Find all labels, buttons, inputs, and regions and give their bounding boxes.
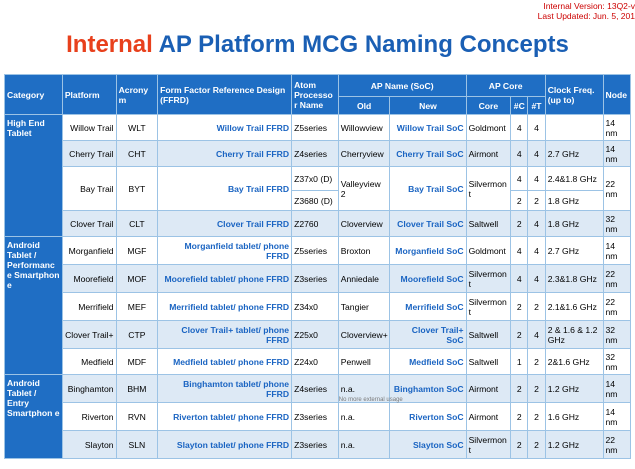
core-cell: Silvermon t [466,293,511,321]
header-acronym: Acrony m [116,75,158,115]
platform-cell: Medfield [62,349,116,375]
old-name-cell: Valleyview 2 [338,167,390,211]
node-cell: 32 nm [603,349,631,375]
cores-count-cell: 2 [511,375,528,403]
table-row [5,167,631,191]
clock-cell: 2.3&1.8 GHz [545,265,603,293]
node-cell: 14 nm [603,141,631,167]
old-name-cell: Cherryview [338,141,390,167]
node-cell: 14 nm [603,115,631,141]
ffrd-cell: Bay Trail FFRD [158,167,292,211]
cores-count-cell: 4 [511,167,528,191]
core-cell: Airmont [466,403,511,431]
node-cell: 22 nm [603,167,631,211]
cores-count-cell: 1 [511,349,528,375]
threads-count-cell: 4 [528,141,545,167]
cores-count-cell: 2 [511,211,528,237]
category-android-performance: Android Tablet / Performanc e Smartphon e [5,237,63,375]
old-name-cell: n.a. [338,403,390,431]
table-row [5,431,631,459]
clock-cell: 1.2 GHz [545,375,603,403]
ffrd-cell: Clover Trail+ tablet/ phone FFRD [158,321,292,349]
table-row [5,375,631,403]
ffrd-cell: Binghamton tablet/ phone FFRD [158,375,292,403]
clock-cell: 2.1&1.6 GHz [545,293,603,321]
atom-cell: Z3series [292,431,339,459]
clock-cell: 2.4&1.8 GHz [545,167,603,191]
atom-cell: Z2760 [292,211,339,237]
external-usage-note: No more external usage [338,396,403,403]
core-cell: Airmont [466,375,511,403]
core-cell: Airmont [466,141,511,167]
clock-cell: 1.6 GHz [545,403,603,431]
threads-count-cell: 2 [528,349,545,375]
atom-cell: Z4series [292,375,339,403]
platform-cell: Riverton [62,403,116,431]
cores-count-cell: 2 [511,403,528,431]
old-name-cell: Tangier [338,293,390,321]
platform-cell: Willow Trail [62,115,116,141]
threads-count-cell: 4 [528,237,545,265]
ffrd-cell: Cherry Trail FFRD [158,141,292,167]
core-cell: Goldmont [466,237,511,265]
node-cell: 32 nm [603,321,631,349]
table-row [5,293,631,321]
ffrd-cell: Morganfield tablet/ phone FFRD [158,237,292,265]
new-name-cell: Clover Trail SoC [390,211,466,237]
core-cell: Saltwell [466,211,511,237]
acronym-cell: SLN [116,431,158,459]
platform-cell: Clover Trail+ [62,321,116,349]
acronym-cell: MDF [116,349,158,375]
table-row [5,349,631,375]
acronym-cell: MEF [116,293,158,321]
atom-cell: Z24x0 [292,349,339,375]
header-platform: Platform [62,75,116,115]
ffrd-cell: Medfield tablet/ phone FFRD [158,349,292,375]
core-cell: Goldmont [466,115,511,141]
clock-cell: 2.7 GHz [545,237,603,265]
acronym-cell: CLT [116,211,158,237]
clock-cell: 1.8 GHz [545,191,603,211]
platform-cell: Moorefield [62,265,116,293]
threads-count-cell: 2 [528,191,545,211]
old-name-cell: Willowview [338,115,390,141]
ffrd-cell: Merrifield tablet/ phone FFRD [158,293,292,321]
core-cell: Silvermon t [466,167,511,211]
header-cores-count: #C [511,97,528,115]
old-name-cell: Anniedale [338,265,390,293]
ffrd-cell: Moorefield tablet/ phone FFRD [158,265,292,293]
header-core: Core [466,97,511,115]
old-name-cell [338,375,403,403]
platform-cell: Binghamton [62,375,116,403]
category-high-end: High End Tablet [5,115,63,237]
header-ap-name: AP Name (SoC) [338,75,466,97]
threads-count-cell: 2 [528,431,545,459]
acronym-cell: RVN [116,403,158,431]
platform-cell: Clover Trail [62,211,116,237]
header-node: Node [603,75,631,115]
atom-cell: Z3series [292,403,339,431]
atom-cell: Z25x0 [292,321,339,349]
header-old: Old [338,97,390,115]
core-cell: Saltwell [466,349,511,375]
platform-cell: Merrifield [62,293,116,321]
node-cell: 22 nm [603,265,631,293]
atom-cell: Z5series [292,115,339,141]
ffrd-cell: Slayton tablet/ phone FFRD [158,431,292,459]
threads-count-cell: 2 [528,403,545,431]
table-row [5,237,631,265]
header-ap-core: AP Core [466,75,545,97]
page-title [0,31,635,59]
ffrd-cell: Riverton tablet/ phone FFRD [158,403,292,431]
core-cell: Silvermon t [466,265,511,293]
cores-count-cell: 4 [511,141,528,167]
acronym-cell: BHM [116,375,158,403]
header-ffrd: Form Factor Reference Design (FFRD) [158,75,292,115]
new-name-cell: Clover Trail+ SoC [390,321,466,349]
cores-count-cell: 2 [511,191,528,211]
acronym-cell: MGF [116,237,158,265]
cores-count-cell: 4 [511,115,528,141]
table-row [5,141,631,167]
atom-cell: Z5series [292,237,339,265]
old-name-value: n.a. [340,383,356,394]
atom-cell: Z3680 (D) [292,191,339,211]
header-new: New [390,97,466,115]
threads-count-cell: 4 [528,265,545,293]
title-rest: AP Platform MCG Naming Concepts [152,31,569,58]
new-name-cell: Morganfield SoC [390,237,466,265]
ffrd-cell: Willow Trail FFRD [158,115,292,141]
last-updated: Last Updated: Jun. 5, 201 [537,11,635,21]
node-cell: 14 nm [603,237,631,265]
threads-count-cell: 4 [528,115,545,141]
new-name-cell: Moorefield SoC [390,265,466,293]
cores-count-cell: 4 [511,265,528,293]
platform-cell: Slayton [62,431,116,459]
new-name-cell: Medfield SoC [390,349,466,375]
platform-cell: Morganfield [62,237,116,265]
internal-version: Internal Version: 13Q2-v [543,1,635,11]
new-name-cell: Bay Trail SoC [390,167,466,211]
clock-cell: 1.2 GHz [545,431,603,459]
clock-cell: 2.7 GHz [545,141,603,167]
threads-count-cell: 2 [528,375,545,403]
table-row [5,321,631,349]
acronym-cell: CHT [116,141,158,167]
threads-count-cell: 2 [528,293,545,321]
threads-count-cell: 4 [528,321,545,349]
naming-table [4,74,631,459]
header-clock: Clock Freq. (up to) [545,75,603,115]
header-threads-count: #T [528,97,545,115]
old-name-cell: n.a. [338,431,390,459]
new-name-cell: Willow Trail SoC [390,115,466,141]
atom-cell: Z34x0 [292,293,339,321]
platform-cell: Cherry Trail [62,141,116,167]
cores-count-cell: 2 [511,431,528,459]
acronym-cell: WLT [116,115,158,141]
category-android-entry: Android Tablet / Entry Smartphon e [5,375,63,459]
ffrd-cell: Clover Trail FFRD [158,211,292,237]
table-row [5,403,631,431]
node-cell: 22 nm [603,293,631,321]
clock-cell: 2&1.6 GHz [545,349,603,375]
node-cell: 22 nm [603,431,631,459]
header-category: Category [5,75,63,115]
clock-cell: 2 & 1.6 & 1.2 GHz [545,321,603,349]
cores-count-cell: 2 [511,321,528,349]
threads-count-cell: 4 [528,167,545,191]
platform-cell: Bay Trail [62,167,116,211]
header-atom: Atom Processo r Name [292,75,339,115]
table-row [5,115,631,141]
old-name-cell: Cloverview+ [338,321,390,349]
new-name-cell: Cherry Trail SoC [390,141,466,167]
atom-cell: Z3series [292,265,339,293]
new-name-cell: Merrifield SoC [390,293,466,321]
new-name-cell: Riverton SoC [390,403,466,431]
node-cell: 14 nm [603,403,631,431]
threads-count-cell: 4 [528,211,545,237]
acronym-cell: BYT [116,167,158,211]
table-row [5,211,631,237]
atom-cell: Z37x0 (D) [292,167,339,191]
clock-cell: 1.8 GHz [545,211,603,237]
node-cell: 32 nm [603,211,631,237]
acronym-cell: MOF [116,265,158,293]
cores-count-cell: 2 [511,293,528,321]
new-name-cell: Binghamton SoC [390,375,466,403]
old-name-cell: Cloverview [338,211,390,237]
cores-count-cell: 4 [511,237,528,265]
new-name-cell: Slayton SoC [390,431,466,459]
table-row [5,265,631,293]
atom-cell: Z4series [292,141,339,167]
old-name-cell: Penwell [338,349,390,375]
node-cell: 14 nm [603,375,631,403]
old-name-cell: Broxton [338,237,390,265]
core-cell: Silvermon t [466,431,511,459]
core-cell: Saltwell [466,321,511,349]
title-highlight: Internal [66,31,153,58]
acronym-cell: CTP [116,321,158,349]
clock-cell [545,115,603,141]
